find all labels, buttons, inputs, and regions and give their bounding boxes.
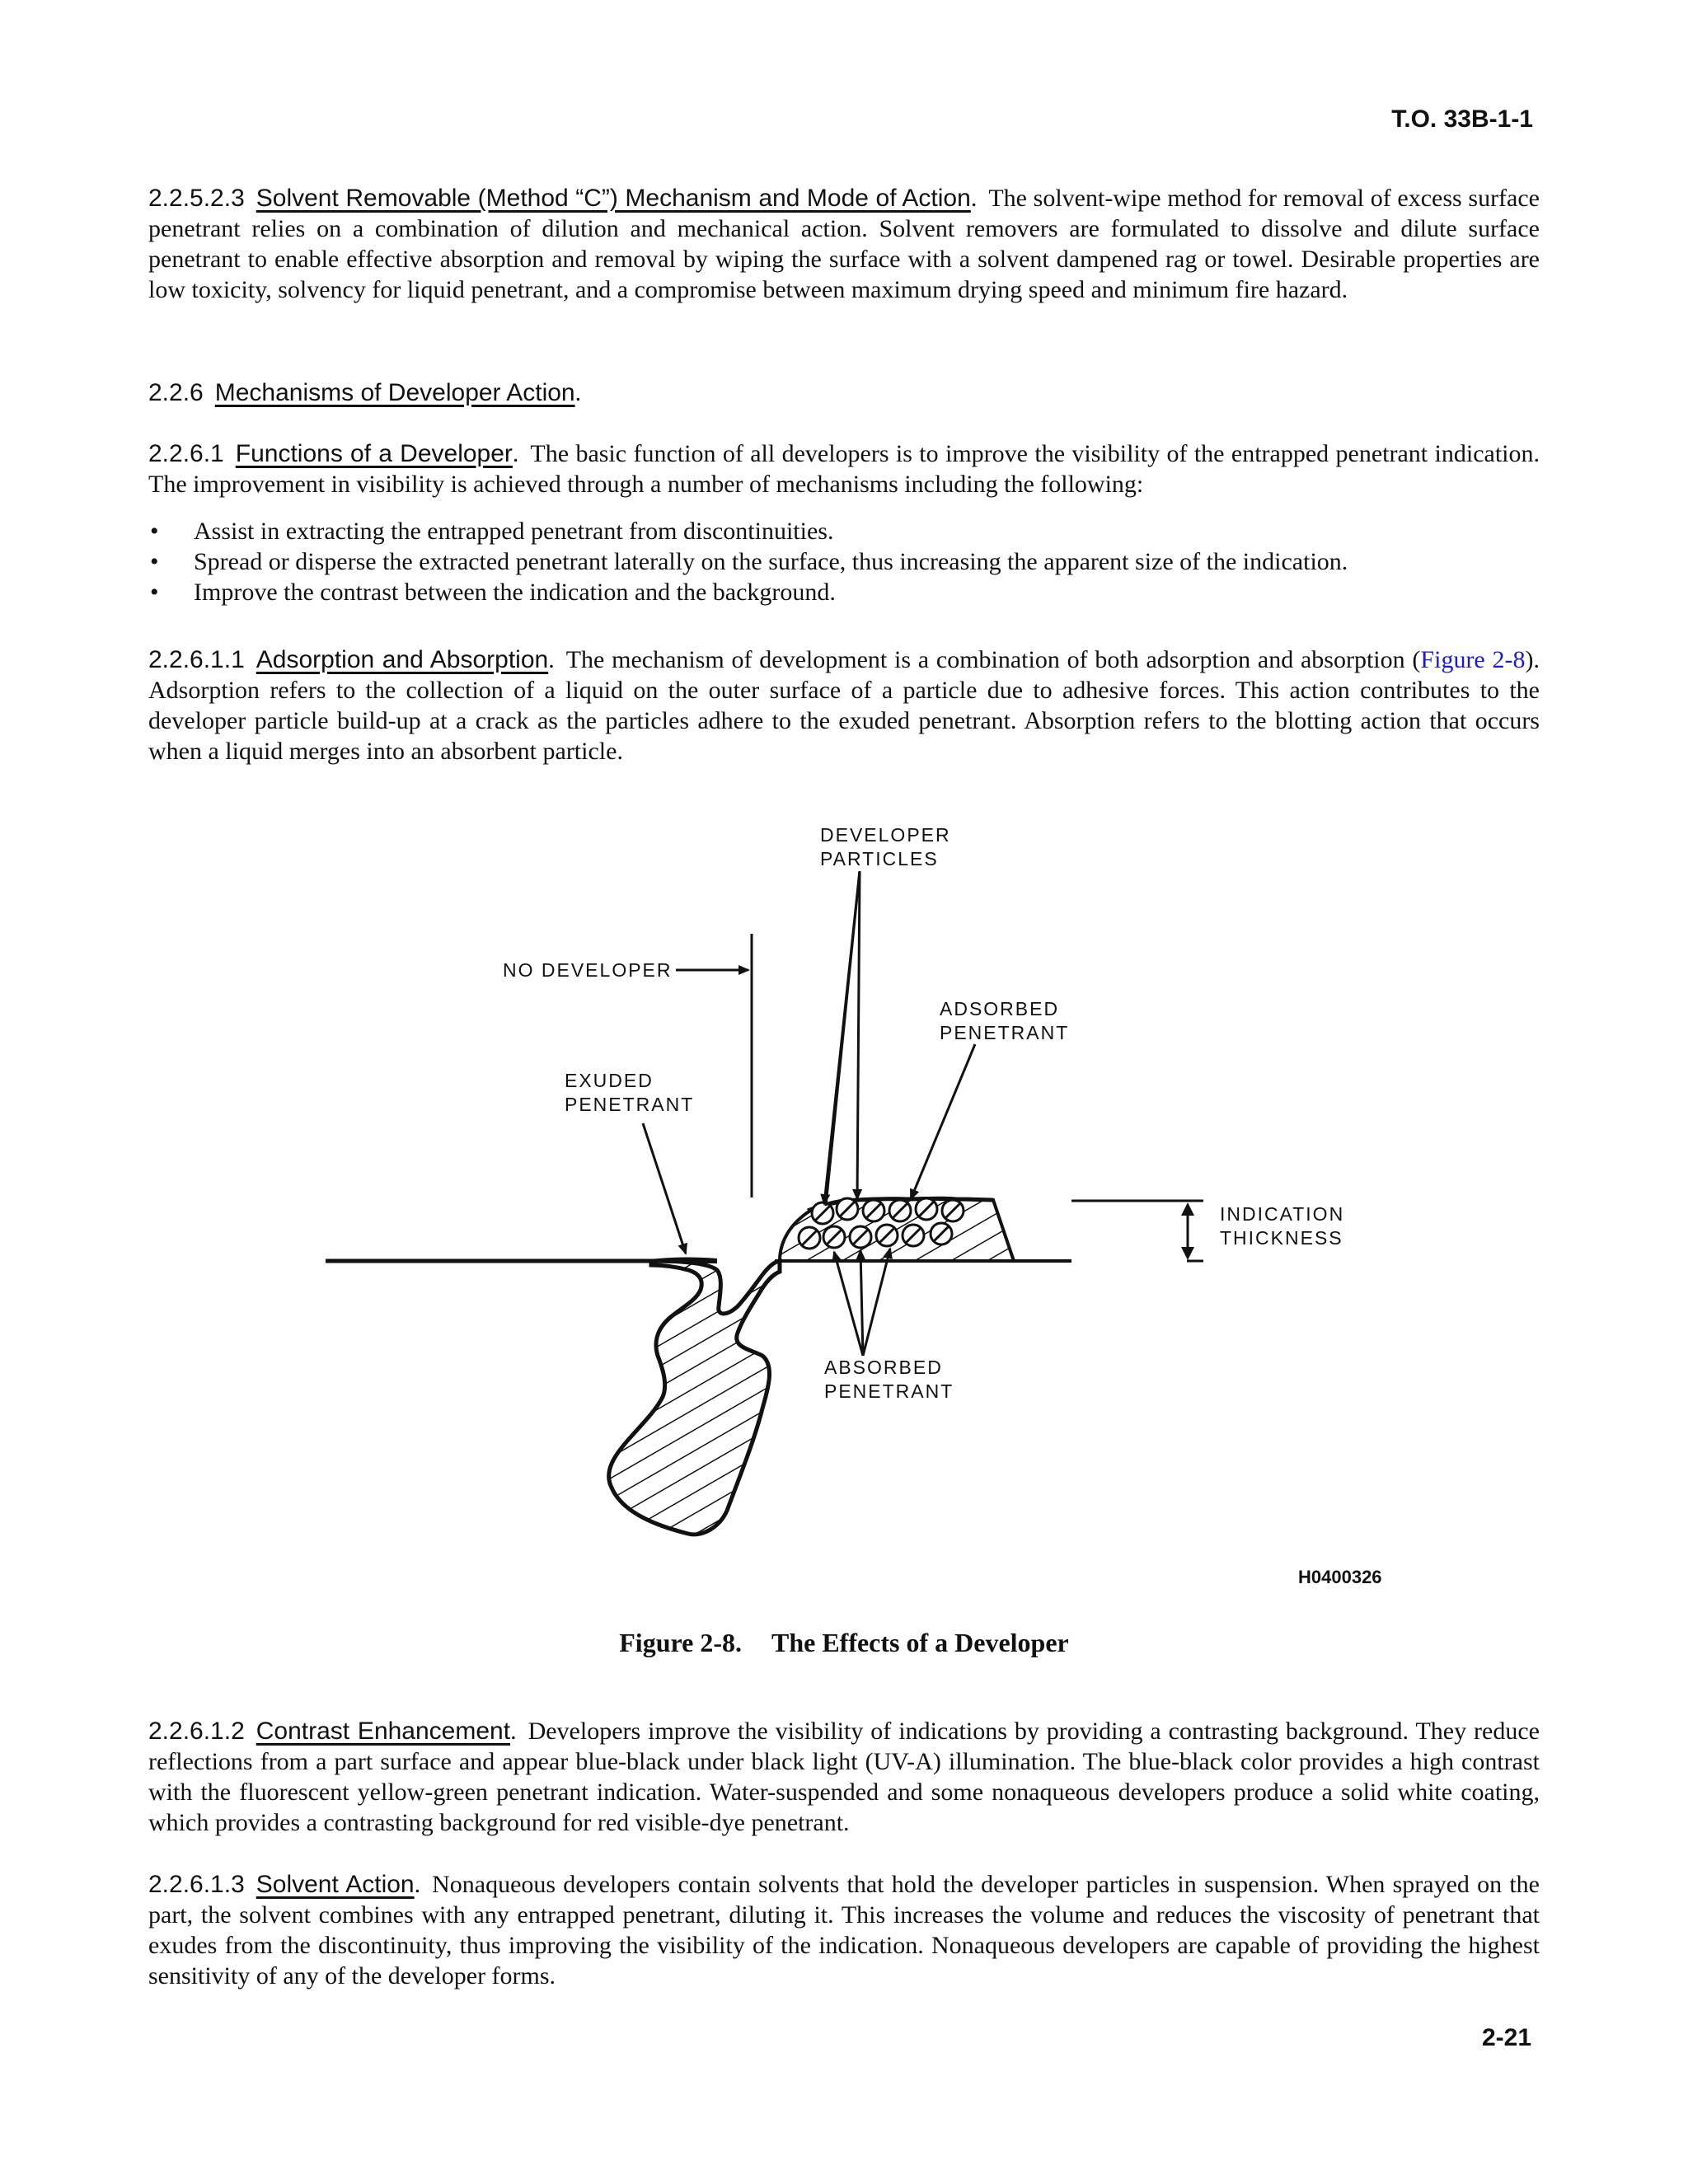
section-text: Developers improve the visibility of indications by providing a contrasting background. They reduce reflections from a part surface and appear blue-black under black light (UV-A) illumination. The blue-black color provides a high contrast with the fluorescent yellow-green penetrant indication. Water-suspended and some nonaqueous developers produce a solid white coating, which provides a contrasting background for red visible-dye penetrant.: [148, 1718, 1540, 1836]
section-title: Mechanisms of Developer Action: [214, 379, 575, 406]
title-period: .: [970, 185, 978, 212]
paragraph: [148, 1716, 1540, 1838]
section-text: The mechanism of development is a combination of both adsorption and absorption (: [565, 646, 1421, 673]
title-period: .: [510, 1718, 517, 1745]
list-item: • Assist in extracting the entrapped penetrant from discontinuities.: [148, 516, 1540, 546]
crack-shape: [609, 1261, 780, 1535]
list-item: • Spread or disperse the extracted penetrant laterally on the surface, thus increasing the apparent size of the indication.: [148, 546, 1540, 577]
section-number: 2.2.6.1.2: [148, 1718, 245, 1745]
title-period: .: [414, 1871, 421, 1898]
section-number: 2.2.6.1: [148, 440, 224, 467]
label-no-developer: NO DEVELOPER: [503, 959, 673, 981]
title-period: .: [512, 440, 519, 467]
caption-title: The Effects of a Developer: [771, 1628, 1069, 1657]
section-2-2-6-1-1: [148, 644, 1540, 766]
absorbed-arrow-2: [860, 1250, 863, 1356]
paragraph: [148, 644, 1540, 766]
section-text-continued: ). Adsorption refers to the collection of a liquid on the outer surface of a particle due to adhesive forces. This action contributes to the developer particle build-up at a crack as the particles adhere to the exuded penetrant. Absorption refers to the blotting action that occurs when a liquid merges into an absorbent particle.: [148, 646, 1540, 765]
section-title: Solvent Action: [256, 1871, 415, 1898]
figure-caption: [0, 1628, 1688, 1658]
title-period: .: [574, 379, 582, 406]
section-2-2-6-1-2: [148, 1716, 1540, 1838]
exuded-arrow: [643, 1123, 686, 1254]
particle-arrow-2: [857, 871, 860, 1199]
section-title: Functions of a Developer: [235, 440, 513, 467]
paragraph: [148, 377, 1540, 408]
developer-diagram: [313, 812, 1401, 1586]
page-number: 2-21: [1481, 2024, 1531, 2051]
caption-number: Figure 2-8.: [619, 1628, 742, 1657]
label-absorbed-penetrant: ABSORBED PENETRANT: [824, 1357, 954, 1402]
absorbed-arrow-1: [834, 1252, 863, 1356]
section-title: Solvent Removable (Method “C”) Mechanism and Mode of Action: [256, 185, 971, 212]
section-text: Nonaqueous developers contain solvents that hold the developer particles in suspension. When sprayed on the part, the solvent combines with any entrapped penetrant, diluting it. This increases the volume and reduces the viscosity of penetrant that exudes from the discontinuity, thus improving the visibility of the indication. Nonaqueous developers are capable of providing the highest sensitivity of any of the developer forms.: [148, 1871, 1540, 1990]
adsorbed-arrow: [911, 1044, 975, 1199]
figure-developer-effects: [313, 812, 1401, 1586]
section-text: The solvent-wipe method for removal of excess surface penetrant relies on a combination of dilution and mechanical action. Solvent removers are formulated to dissolve and dilute surface penetrant to enable effective absorption and removal by wiping the surface with a solvent dampened rag or towel. Desirable properties are low toxicity, solvency for liquid penetrant, and a compromise between maximum drying speed and minimum fire hazard.: [148, 185, 1540, 303]
section-2-2-6-1: [148, 438, 1540, 607]
section-text: The basic function of all developers is to improve the visibility of the entrapped penetrant indication. The improvement in visibility is achieved through a number of mechanisms including the following:: [148, 440, 1540, 498]
paragraph: [148, 438, 1540, 499]
list-item: • Improve the contrast between the indication and the background.: [148, 577, 1540, 607]
section-2-2-6-1-3: [148, 1869, 1540, 1991]
label-developer-particles: DEVELOPER PARTICLES: [820, 824, 951, 869]
section-2-2-5-2-3: [148, 183, 1540, 305]
section-number: 2.2.5.2.3: [148, 185, 245, 212]
title-period: .: [548, 646, 555, 673]
figure-id: H0400326: [1298, 1567, 1382, 1587]
label-adsorbed-penetrant: ADSORBED PENETRANT: [940, 998, 1070, 1043]
section-2-2-6: [148, 377, 1540, 408]
label-exuded-penetrant: EXUDED PENETRANT: [565, 1070, 695, 1115]
exuded-penetrant-wedge: [639, 1258, 717, 1263]
section-title: Contrast Enhancement: [256, 1718, 511, 1745]
section-number: 2.2.6.1.1: [148, 646, 245, 673]
label-indication-thickness: INDICATION THICKNESS: [1220, 1203, 1345, 1249]
figure-2-8-link[interactable]: Figure 2-8: [1420, 646, 1526, 673]
paragraph: [148, 1869, 1540, 1991]
bullet-list: [148, 516, 1540, 607]
section-number: 2.2.6: [148, 379, 204, 406]
section-number: 2.2.6.1.3: [148, 1871, 245, 1898]
document-id-header: T.O. 33B-1-1: [1391, 105, 1533, 133]
section-title: Adsorption and Absorption: [256, 646, 549, 673]
paragraph: [148, 183, 1540, 305]
absorbed-arrow-3: [863, 1249, 890, 1356]
